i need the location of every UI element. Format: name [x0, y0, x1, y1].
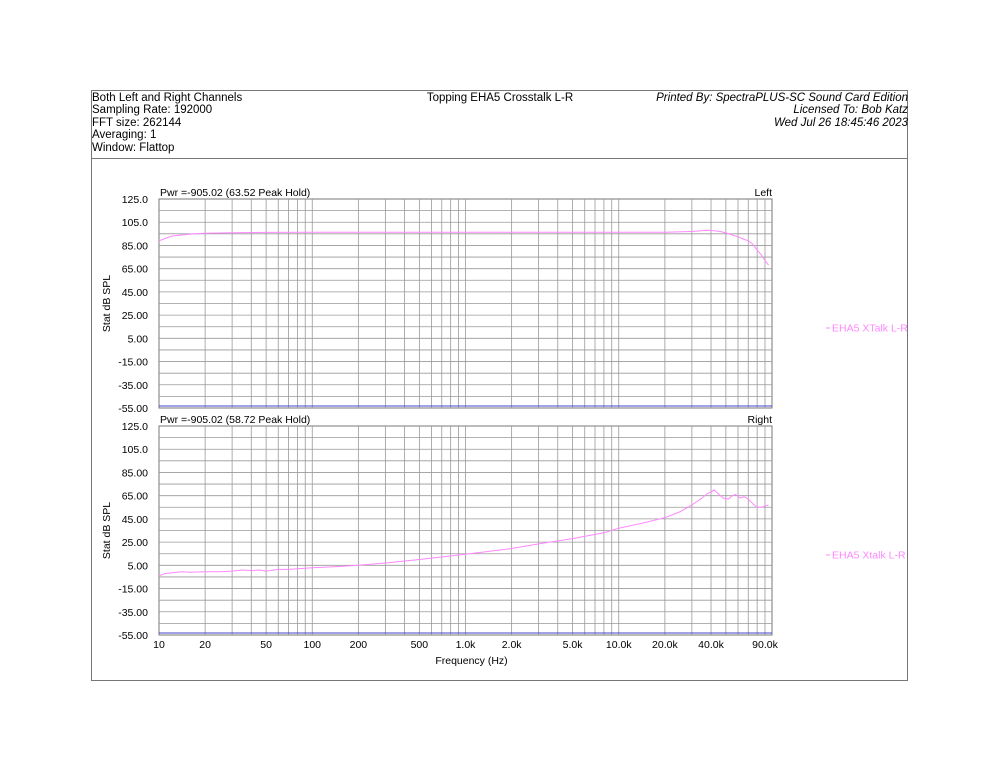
header-info-line: FFT size: 262144 — [92, 116, 182, 129]
x-tick-label: 1.0k — [455, 639, 476, 651]
x-tick-label: 10.0k — [605, 639, 632, 651]
panel-title: Pwr =-905.02 (58.72 Peak Hold) — [160, 414, 311, 426]
x-tick-label: 50 — [260, 639, 272, 651]
x-tick-label: 90.0k — [752, 639, 778, 651]
y-tick-label: 125.0 — [121, 421, 148, 433]
y-axis-label: Stat dB SPL — [101, 274, 113, 333]
y-tick-label: 85.00 — [121, 240, 148, 253]
x-tick-label: 5.0k — [562, 639, 583, 651]
y-tick-label: -55.00 — [118, 403, 148, 415]
y-tick-label: 125.0 — [121, 194, 148, 206]
y-tick-label: 25.00 — [121, 310, 148, 323]
header-info-line: Window: Flattop — [92, 141, 175, 154]
y-tick-label: 45.00 — [121, 513, 148, 526]
channel-label: Left — [754, 187, 772, 199]
y-tick-label: 5.00 — [127, 333, 148, 346]
x-tick-label: 20.0k — [652, 639, 678, 651]
y-tick-label: 5.00 — [127, 560, 148, 573]
series-line — [159, 230, 769, 265]
print-info-line: Licensed To: Bob Katz — [793, 104, 908, 117]
y-tick-label: -35.00 — [118, 606, 148, 619]
x-tick-label: 500 — [410, 639, 429, 651]
x-tick-label: 40.0k — [698, 639, 724, 651]
y-tick-label: 65.00 — [121, 263, 148, 276]
y-tick-label: 105.0 — [121, 217, 148, 230]
series-line — [159, 490, 769, 576]
x-tick-label: 2.0k — [501, 639, 522, 651]
x-tick-label: 10 — [153, 639, 165, 651]
y-tick-label: 105.0 — [121, 444, 148, 457]
x-axis-label: Frequency (Hz) — [435, 655, 508, 667]
header-info-line: Averaging: 1 — [92, 129, 157, 142]
y-tick-label: -35.00 — [118, 379, 148, 392]
x-tick-label: 20 — [199, 639, 211, 651]
y-tick-label: -55.00 — [118, 630, 148, 642]
legend-label: EHA5 Xtalk L-R — [832, 549, 906, 562]
y-tick-label: 85.00 — [121, 467, 148, 480]
legend-label: EHA5 XTalk L-R — [832, 322, 908, 335]
header-info-line: Sampling Rate: 192000 — [92, 104, 213, 117]
header-info-line: Both Left and Right Channels — [92, 92, 243, 104]
panel-title: Pwr =-905.02 (63.52 Peak Hold) — [160, 187, 311, 199]
y-axis-label: Stat dB SPL — [101, 501, 113, 560]
channel-label: Right — [747, 414, 772, 426]
y-tick-label: -15.00 — [118, 583, 148, 596]
print-info-line: Printed By: SpectraPLUS-SC Sound Card Edition — [656, 92, 908, 104]
x-tick-label: 200 — [349, 639, 368, 651]
y-tick-label: 25.00 — [121, 537, 148, 550]
chart-title: Topping EHA5 Crosstalk L-R — [426, 92, 574, 104]
x-tick-label: 100 — [303, 639, 322, 651]
y-tick-label: 65.00 — [121, 490, 148, 503]
y-tick-label: -15.00 — [118, 356, 148, 369]
print-info-line: Wed Jul 26 18:45:46 2023 — [773, 116, 908, 129]
y-tick-label: 45.00 — [121, 286, 148, 299]
